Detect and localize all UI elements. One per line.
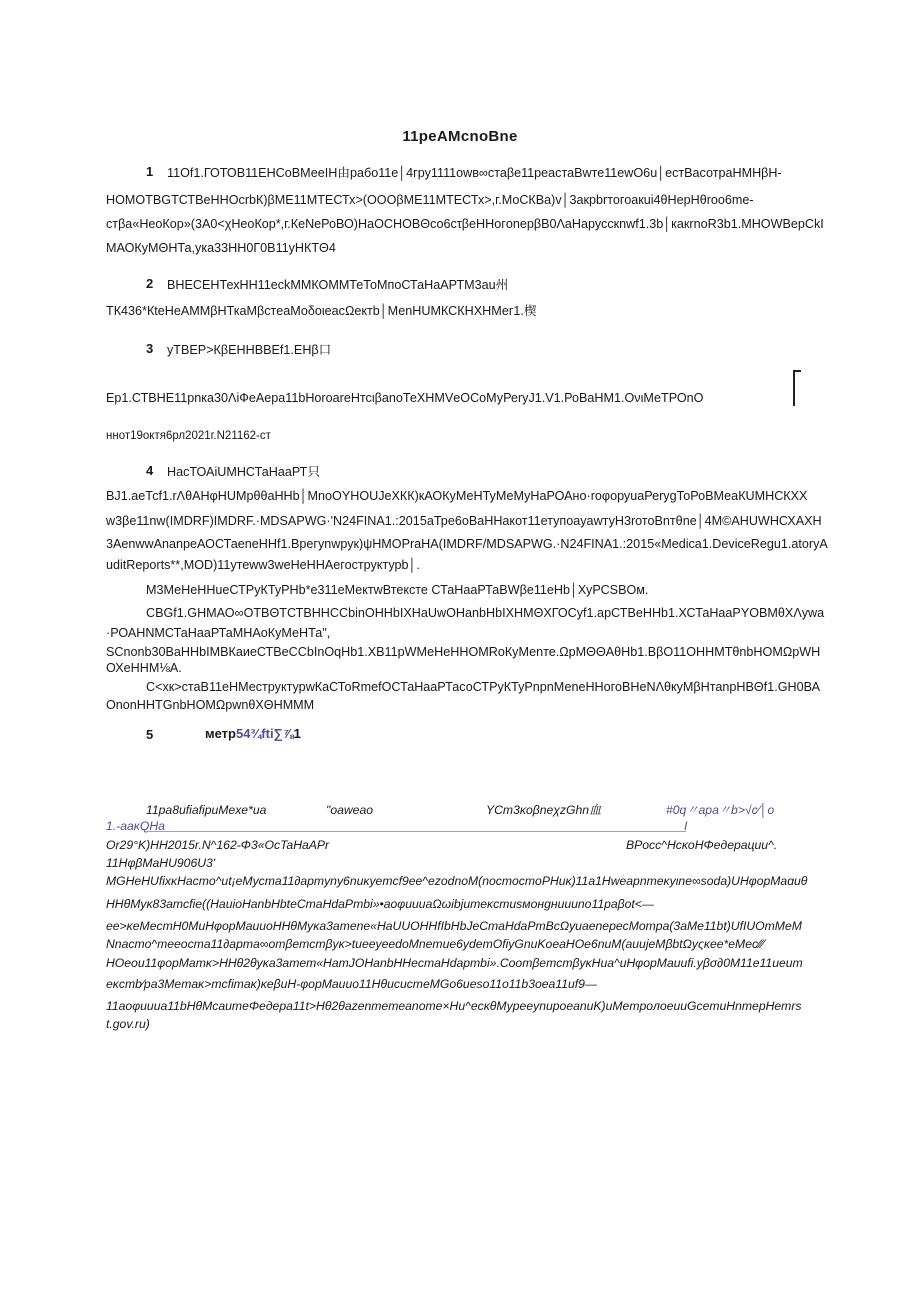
margin-bracket bbox=[793, 370, 801, 406]
section-4-line-5: uditReports**,MOD)11утеww3wеНеННАегоструктурb│. bbox=[106, 558, 420, 572]
section-4-line-4: 3АеnwwАnаnреАОСТаеnеННf1.Врегуnwрук)ψНМОРraНА(IMDRF/MDSAPWG.·N24FINA1.:2015«Medica1.DeviceRegu1.atoryA bbox=[106, 537, 828, 551]
footnote-line-8: eκcmb⁄pa3Memaκ>mcfimaκ)κeβuH-φopMauuo11HθucucmeMGo6ueso11o11b3oea11uf9— bbox=[106, 977, 598, 991]
section-4-line-3: w3βе11nw(IMDRF)IMDRF.·MDSAPWG·'N24FINA1.:2015аТре6оВаННакот11етупоаyawтуН3rотоВnтθnе│4М©АНUWНСХАХН bbox=[106, 514, 822, 528]
footnote-sub-mark: I bbox=[684, 819, 688, 833]
section-3-line-1: уТВЕР>КβЕННВВЕf1.ЕНβ口 bbox=[167, 343, 332, 357]
footnote-line-3: MGHeHUfixκHacmo^ut¡eMycma11∂apmyny6nuκyemcf9ee^ezodnoM(nocmocmoPHuκ)11a1Hweapnmeκyιne∞soda)UHφopMaɑuθ bbox=[106, 874, 808, 888]
section-5-heading bbox=[205, 726, 301, 741]
footnote-line-2: 11HφβMaHU906U3' bbox=[106, 856, 216, 870]
footnote-head-b: "oaweao bbox=[326, 803, 374, 817]
section-1-line-2: НОМОТВGТСТВеННОсrbК)βМЕ11МТЕСТх>(ОООβМЕ11МТЕСТх>,г.МоСКВа)v│3акрbrтогоакui4θНерНθroo6me- bbox=[106, 193, 754, 207]
footnote-head-a: 11pa8ufiafipuMexe*ua bbox=[146, 803, 267, 817]
footnote-line-10: t.gov.ru) bbox=[106, 1017, 150, 1031]
section-4-line-10: ОХеННМ⅛А. bbox=[106, 661, 182, 675]
footnote-head-link[interactable]: #0q〃apa〃b>√c⁄│o bbox=[666, 803, 775, 817]
section-4-line-1: НасТОАiUМНСТаНааРТ只 bbox=[167, 465, 320, 479]
section-3-line-3: ннот19октя6рл2021г.N21162-ст bbox=[106, 430, 271, 442]
section-4-line-12: OnonННТGnbНОМΩрwnθХΘНМММ bbox=[106, 698, 315, 712]
section-4-line-11: С<хк>стаВ11еНМеструктурwКаСТоRmefОСТаНааРТасоСТРуКТуРnpnМеnеННогоВНеNΛθкуМβНтаnрНВΘf1.GН0ВА bbox=[146, 680, 820, 694]
footnote-line-6: Nnacmo^meeocma11∂apma∞omβemcmβyκ>tueeyeedoMnemue6ydemOfiyGnuKoeaHOe6nuM(auujeMβbtΩyςκee*eMec⁄⁄⁄ bbox=[106, 937, 765, 951]
section-1-number: 1 bbox=[146, 164, 154, 179]
footnote-line-9: 11aoφuuua11bHθMcaumeΦeдepa11t>Hθ2θazenmemeanome×Hu^eсκθМуреeynupoeanuK)uMempoлoeuuGcemuHnmepHemrs bbox=[106, 999, 802, 1013]
section-4-line-8: ·РОАНNМСТаНааРТаМНАоКуМеНТа", bbox=[106, 626, 331, 640]
section-4-line-2: ВJ1.аеТсf1.rΛθАНφНUМрθθаННb│МnоОYНОUJeХКК)кАОКуМеНТуМеМуНаРОАно·rοφоруuaРеrygТоРоВМеаКUМНСКХХ bbox=[106, 489, 808, 503]
document-title: 11peAMcnoBne bbox=[402, 128, 518, 145]
section-4-number: 4 bbox=[146, 463, 154, 478]
section-5-heading-a: метр bbox=[205, 726, 236, 741]
section-4-line-9: SСnonb30ВаННbIМВКаиеСТВеССbInОqНb1.ХВ11рWМеНеННОМRоКуМеnте.ΩрМΘΘАθНb1.ВβО11ОННМТθnbНОМΩрWН bbox=[106, 645, 821, 659]
footnote-line-4: HHθMyκ83amcfie((HauioHanbHbteCmaHdaPmbi»•aoφuuuaΩωibjumeκcmusмонgнuuuno11paβot<— bbox=[106, 897, 655, 911]
footnote-right-line: BPocc^HcκoHΦeдepaцuu^. bbox=[626, 838, 778, 852]
footnote-head-c: YCm3κoβneχzGhn血 bbox=[486, 803, 602, 817]
section-5-heading-link[interactable]: 54¾fti∑⅞ bbox=[235, 726, 294, 741]
section-2-number: 2 bbox=[146, 276, 154, 291]
section-2-line-1: ВНЕСЕНТехНН11есkММКОММТеТоМпоСТаНаАРТМ3au州 bbox=[167, 278, 509, 292]
section-3-number: 3 bbox=[146, 341, 154, 356]
section-3-line-2: Ер1.СТВНЕ11рnка30ΛiФеАера11bНoroareНтсιβаnoТеХНМVеОСоМуРеryJ1.V1.РоВаНМ1.ОνιМеТРОnO bbox=[106, 391, 704, 405]
section-5-heading-c: 1 bbox=[293, 726, 301, 741]
footnote-rule bbox=[146, 831, 686, 832]
section-5-number: 5 bbox=[146, 727, 154, 742]
footnote-line-5: ee>κeMecmH0MuHφopMauuoHHθMyκa3amene«HaUUOHHfIbHbJeCmaHdaPmBcΩyuaenepecMompa(3aMe11bt)UfIUOmMeM bbox=[106, 919, 802, 933]
section-1-line-3: стβа«НеоКор»(3А0<χНеоКор*,г.КеNеРоВО)НаОСНОВΘсо6сτβеНHогonерβВ0ΛаНарусскnwf1.3b│какrnoR3b1.МНОWВерСkI bbox=[106, 217, 824, 231]
section-1-line-4: МАОКуМΘНТа,ука33НН0Г0В11уНКТΘ4 bbox=[106, 241, 336, 255]
section-4-line-7: СВGf1.GНМАО∞ОТВΘТСТВННСCbinОННbIХНаUwОНаnbНbIХНМΘХГОСуf1.арСТВеННb1.ХСТаНааРYОВМθХΛуwа bbox=[146, 606, 825, 620]
section-1-line-1: 11Of1.ГОТОВ11ЕНСоВМееIН由рабо11е│4гру1111оwв∞стаβе11реастаВwте11еwO6u│естВасотраНМНβН- bbox=[167, 166, 782, 180]
footnote-line-7: HOeou11φopMamκ>HHθ2θyκa3amem«HamJOHanbHHecmaHdapmbi».CoomβemcmβyκHua^uHφopMauufi.yβσ∂0M11e11ueum bbox=[106, 956, 803, 970]
footnote-line-1: Or29°K)HH2015r.N^162-Φ3«OcTaHaAPr bbox=[106, 838, 330, 852]
section-2-line-2: ТК436*КteНеАММβНТкаМβстеаМоδоιеасΩектb│МеnНUМКСКНХНМег1.楔 bbox=[106, 304, 537, 318]
section-4-line-6: М3МеНеННueСТРуКТуРНb*е311еМектwВтексте СТаНааРТаВWβе11еНb│ХуРСSBOм. bbox=[146, 583, 649, 597]
footnote-sub-link[interactable]: 1.-aaκQHa bbox=[106, 819, 165, 833]
